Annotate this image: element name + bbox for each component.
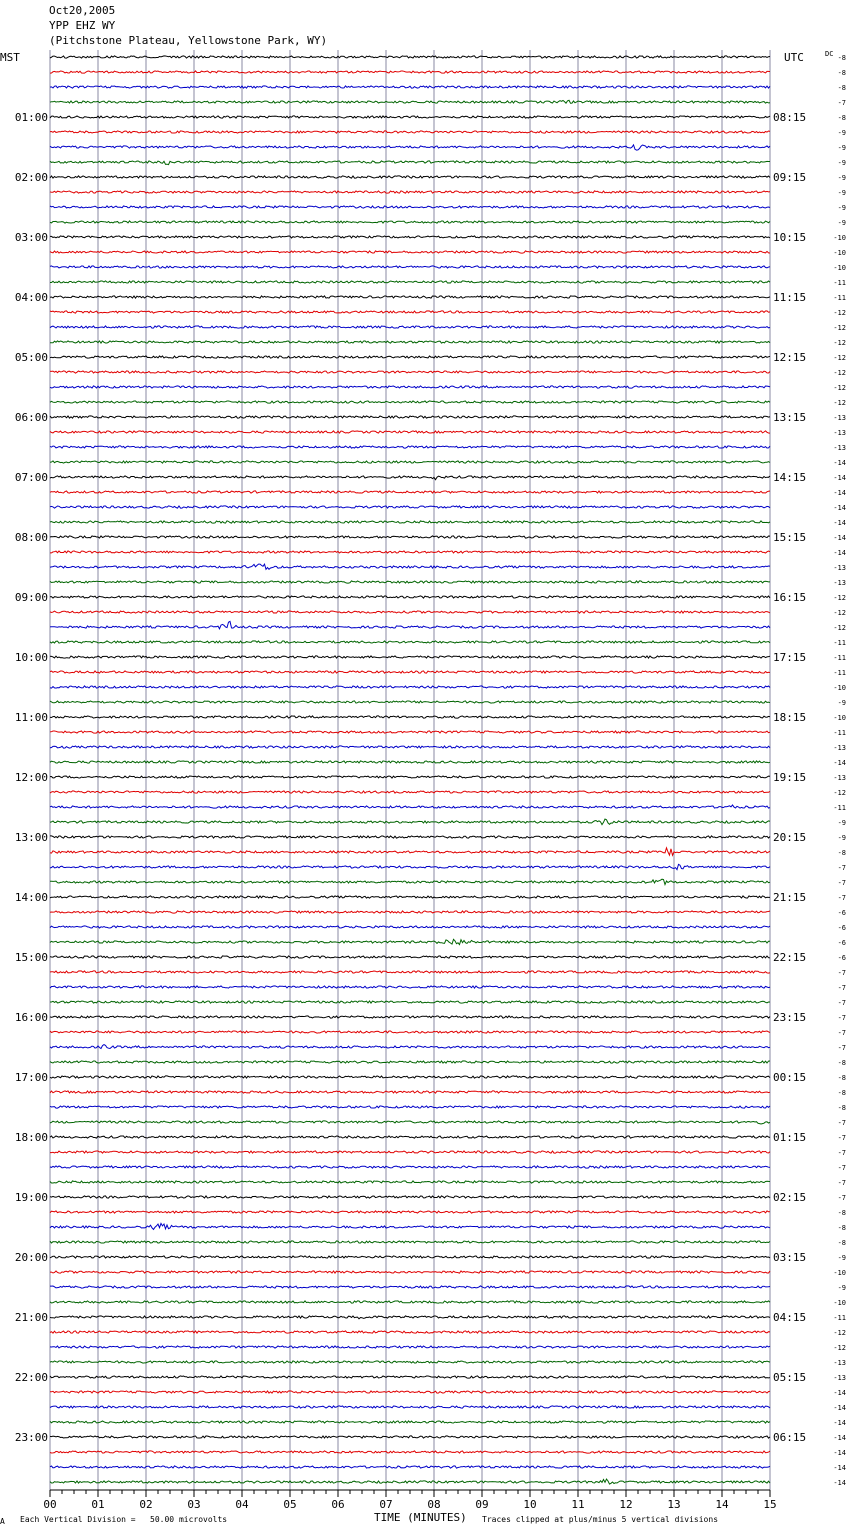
station-location: (Pitchstone Plateau, Yellowstone Park, WY) [49,34,328,47]
dc-offset-label: -6 [837,954,846,962]
dc-offset-label: -14 [833,1404,846,1412]
dc-offset-label: -14 [833,489,846,497]
right-timezone-label: UTC [784,51,804,64]
mst-hour-label: 18:00 [14,1131,48,1144]
dc-offset-label: -7 [837,984,846,992]
utc-hour-label: 13:15 [773,411,807,424]
x-tick-label: 10 [523,1498,537,1511]
x-axis-title: TIME (MINUTES) [374,1511,467,1524]
dc-offset-label: -12 [833,384,846,392]
seismic-trace [50,145,770,150]
seismic-trace [50,641,770,643]
mst-hour-label: 14:00 [14,891,48,904]
clip-note: Traces clipped at plus/minus 5 vertical divisions [482,1515,719,1524]
dc-offset-label: -10 [833,264,846,272]
dc-offset-label: -11 [833,669,846,677]
x-tick-label: 04 [235,1498,249,1511]
utc-hour-label: 00:15 [773,1071,807,1084]
dc-offset-label: -12 [833,624,846,632]
dc-offset-label: -10 [833,234,846,242]
seismic-trace [50,656,770,658]
dc-offset-label: -10 [833,1269,846,1277]
seismic-trace [50,986,770,988]
dc-offset-label: -14 [833,1449,846,1457]
seismic-trace [50,1241,770,1243]
seismic-trace [50,1376,770,1378]
utc-hour-label: 06:15 [773,1431,807,1444]
dc-offset-label: -8 [837,1209,846,1217]
x-tick-label: 14 [715,1498,729,1511]
dc-offset-label: -7 [837,1014,846,1022]
seismic-trace [50,191,770,193]
seismic-trace [50,836,770,838]
utc-hour-label: 21:15 [773,891,807,904]
utc-hour-label: 19:15 [773,771,807,784]
seismic-trace [50,100,770,103]
seismic-trace [50,206,770,208]
dc-offset-label: -12 [833,1344,846,1352]
utc-hour-label: 20:15 [773,831,807,844]
seismic-trace [50,446,770,448]
seismic-trace [50,551,770,553]
seismic-trace [50,131,770,133]
dc-offset-label: -13 [833,744,846,752]
dc-offset-label: -12 [833,354,846,362]
dc-offset-label: -7 [837,969,846,977]
seismic-trace [50,596,770,598]
seismic-trace [50,879,770,884]
seismic-trace [50,1223,770,1229]
dc-offset-label: -12 [833,789,846,797]
mst-hour-label: 09:00 [14,591,48,604]
dc-offset-label: -8 [837,1059,846,1067]
seismic-trace [50,266,770,268]
mst-hour-label: 06:00 [14,411,48,424]
mst-hour-label: 01:00 [14,111,48,124]
dc-offset-label: -14 [833,474,846,482]
chart-date: Oct20,2005 [49,4,116,17]
dc-offset-label: -6 [837,939,846,947]
dc-offset-label: -9 [837,219,846,227]
dc-offset-label: -6 [837,924,846,932]
x-tick-label: 13 [667,1498,681,1511]
seismic-trace [50,461,770,463]
seismic-trace [50,506,770,508]
utc-hour-label: 16:15 [773,591,807,604]
dc-offset-label: -14 [833,534,846,542]
seismic-trace [50,326,770,328]
dc-offset-label: -9 [837,129,846,137]
seismic-trace [50,896,770,898]
seismic-trace [50,731,770,733]
dc-offset-label: -13 [833,774,846,782]
dc-offset-label: -7 [837,1134,846,1142]
seismic-trace [50,356,770,358]
mst-hour-label: 07:00 [14,471,48,484]
dc-offset-label: -7 [837,99,846,107]
dc-offset-label: -10 [833,1299,846,1307]
seismic-trace [50,86,770,88]
seismic-trace [50,236,770,238]
dc-offset-label: -12 [833,609,846,617]
dc-offset-label: -8 [837,114,846,122]
seismic-trace [50,161,770,165]
seismic-trace [50,311,770,313]
dc-offset-label: -7 [837,864,846,872]
seismic-trace [50,1211,770,1213]
utc-hour-label: 01:15 [773,1131,807,1144]
seismic-trace [50,1301,770,1303]
dc-offset-label: -13 [833,1359,846,1367]
seismic-trace [50,1256,770,1258]
dc-offset-label: -12 [833,594,846,602]
dc-offset-label: -13 [833,414,846,422]
seismic-trace [50,761,770,763]
seismic-trace [50,611,770,613]
x-tick-label: 01 [91,1498,105,1511]
utc-hour-label: 14:15 [773,471,807,484]
dc-offset-label: -9 [837,174,846,182]
seismic-trace [50,296,770,298]
seismic-trace [50,686,770,688]
dc-offset-label: -12 [833,309,846,317]
seismic-trace [50,1001,770,1003]
left-timezone-label: MST [0,51,20,64]
seismic-trace [50,671,770,673]
dc-offset-label: -9 [837,1254,846,1262]
seismic-trace [50,791,770,793]
utc-hour-label: 08:15 [773,111,807,124]
seismic-trace [50,716,770,718]
utc-hour-label: 18:15 [773,711,807,724]
station-code: YPP EHZ WY [49,19,116,32]
dc-offset-label: -10 [833,684,846,692]
seismic-trace [50,1151,770,1153]
utc-hour-label: 17:15 [773,651,807,664]
mst-hour-label: 08:00 [14,531,48,544]
x-tick-label: 15 [763,1498,777,1511]
x-tick-label: 03 [187,1498,201,1511]
dc-offset-label: -14 [833,459,846,467]
dc-offset-label: -8 [837,54,846,62]
seismic-trace [50,1331,770,1333]
mst-hour-label: 03:00 [14,231,48,244]
seismic-trace [50,581,770,583]
utc-hour-label: 22:15 [773,951,807,964]
seismic-trace [50,341,770,343]
dc-offset-label: -14 [833,1434,846,1442]
dc-offset-label: -8 [837,1224,846,1232]
seismic-trace [50,911,770,913]
mst-hour-label: 20:00 [14,1251,48,1264]
x-tick-label: 12 [619,1498,633,1511]
dc-offset-label: -10 [833,249,846,257]
mst-hour-label: 17:00 [14,1071,48,1084]
seismic-trace [50,416,770,418]
seismic-trace [50,621,770,628]
dc-offset-label: -9 [837,144,846,152]
x-tick-label: 09 [475,1498,489,1511]
dc-offset-label: -14 [833,504,846,512]
dc-offset-label: -12 [833,339,846,347]
seismic-trace [50,1421,770,1423]
utc-hour-label: 15:15 [773,531,807,544]
x-tick-label: 07 [379,1498,393,1511]
seismic-trace [50,1045,770,1049]
seismic-trace [50,939,770,944]
x-tick-label: 08 [427,1498,441,1511]
seismic-trace [50,1271,770,1273]
x-tick-label: 00 [43,1498,57,1511]
seismic-trace [50,701,770,703]
mst-hour-label: 11:00 [14,711,48,724]
dc-header-label: DC [825,50,834,58]
dc-offset-label: -9 [837,834,846,842]
dc-offset-label: -7 [837,999,846,1007]
seismic-trace [50,281,770,283]
seismic-trace [50,564,770,569]
dc-offset-label: -13 [833,579,846,587]
dc-offset-label: -13 [833,429,846,437]
dc-offset-label: -14 [833,1479,846,1487]
dc-offset-label: -11 [833,804,846,812]
dc-offset-label: -8 [837,1104,846,1112]
dc-offset-label: -8 [837,849,846,857]
mst-hour-label: 05:00 [14,351,48,364]
seismic-trace [50,1286,770,1288]
seismic-trace [50,1391,770,1393]
mst-hour-label: 04:00 [14,291,48,304]
seismic-trace [50,864,770,869]
seismic-trace [50,1016,770,1018]
dc-offset-label: -11 [833,654,846,662]
dc-offset-label: -13 [833,564,846,572]
utc-hour-label: 23:15 [773,1011,807,1024]
seismic-trace [50,56,770,58]
seismic-trace [50,1466,770,1468]
utc-hour-label: 10:15 [773,231,807,244]
dc-offset-label: -7 [837,1119,846,1127]
seismic-trace [50,371,770,373]
x-tick-label: 02 [139,1498,153,1511]
dc-offset-label: -11 [833,1314,846,1322]
dc-offset-label: -11 [833,729,846,737]
mst-hour-label: 21:00 [14,1311,48,1324]
x-tick-label: 06 [331,1498,345,1511]
mst-hour-label: 23:00 [14,1431,48,1444]
dc-offset-label: -14 [833,549,846,557]
seismic-trace [50,819,770,825]
utc-hour-label: 03:15 [773,1251,807,1264]
seismic-trace [50,1061,770,1063]
seismic-trace [50,1121,770,1124]
x-tick-label: 11 [571,1498,585,1511]
seismic-trace [50,805,770,808]
dc-offset-label: -14 [833,1389,846,1397]
utc-hour-label: 11:15 [773,291,807,304]
dc-offset-label: -12 [833,1329,846,1337]
seismic-trace [50,1479,770,1484]
mst-hour-label: 15:00 [14,951,48,964]
utc-hour-label: 09:15 [773,171,807,184]
dc-offset-label: -12 [833,369,846,377]
dc-offset-label: -8 [837,84,846,92]
dc-offset-label: -9 [837,204,846,212]
seismic-trace [50,1451,770,1453]
mst-hour-label: 19:00 [14,1191,48,1204]
dc-offset-label: -14 [833,1464,846,1472]
seismic-trace [50,71,770,73]
mst-hour-label: 02:00 [14,171,48,184]
dc-offset-label: -9 [837,699,846,707]
seismic-trace [50,1346,770,1348]
dc-offset-label: -8 [837,69,846,77]
seismic-trace [50,1406,770,1408]
utc-hour-label: 04:15 [773,1311,807,1324]
dc-offset-label: -11 [833,639,846,647]
seismic-trace [50,926,770,928]
seismic-trace [50,1031,770,1033]
seismic-trace [50,386,770,388]
seismic-trace [50,1436,770,1438]
utc-hour-label: 05:15 [773,1371,807,1384]
dc-offset-label: -6 [837,909,846,917]
dc-offset-label: -11 [833,279,846,287]
x-tick-label: 05 [283,1498,297,1511]
dc-offset-label: -14 [833,519,846,527]
dc-offset-label: -9 [837,819,846,827]
dc-offset-label: -11 [833,294,846,302]
seismic-trace [50,431,770,433]
seismic-trace [50,1076,770,1078]
dc-offset-label: -8 [837,1239,846,1247]
mst-hour-label: 12:00 [14,771,48,784]
utc-hour-label: 12:15 [773,351,807,364]
dc-offset-label: -14 [833,1419,846,1427]
dc-offset-label: -7 [837,1194,846,1202]
seismic-trace [50,176,770,178]
dc-offset-label: -7 [837,1164,846,1172]
dc-offset-label: -7 [837,1179,846,1187]
scale-note: Each Vertical Division = 50.00 microvolts [20,1515,228,1524]
seismic-trace [50,1196,770,1198]
seismic-trace [50,251,770,253]
mst-hour-label: 13:00 [14,831,48,844]
seismic-trace [50,956,770,958]
dc-offset-label: -7 [837,1044,846,1052]
dc-offset-label: -10 [833,714,846,722]
dc-offset-label: -9 [837,189,846,197]
seismic-trace [50,1166,770,1168]
seismic-trace [50,521,770,523]
dc-offset-label: -12 [833,324,846,332]
dc-offset-label: -13 [833,444,846,452]
seismic-trace [50,1106,770,1108]
seismic-trace [50,746,770,748]
seismic-trace [50,776,770,778]
dc-offset-label: -13 [833,1374,846,1382]
seismic-trace [50,1181,770,1183]
dc-offset-label: -9 [837,159,846,167]
utc-hour-label: 02:15 [773,1191,807,1204]
seismic-trace [50,1316,770,1319]
seismic-trace [50,1361,770,1363]
dc-offset-label: -9 [837,1284,846,1292]
seismic-trace [50,1091,770,1093]
dc-offset-label: -14 [833,759,846,767]
seismic-trace [50,476,770,480]
seismic-trace [50,971,770,973]
seismic-trace [50,116,770,118]
seismic-trace [50,1136,770,1138]
dc-offset-label: -7 [837,1029,846,1037]
seismic-trace [50,848,770,856]
corner-mark: A [0,1517,5,1526]
mst-hour-label: 22:00 [14,1371,48,1384]
seismic-trace [50,401,770,403]
mst-hour-label: 16:00 [14,1011,48,1024]
mst-hour-label: 10:00 [14,651,48,664]
seismic-trace [50,491,770,493]
seismic-trace [50,221,770,223]
dc-offset-label: -7 [837,879,846,887]
seismic-trace [50,536,770,538]
dc-offset-label: -12 [833,399,846,407]
dc-offset-label: -8 [837,1089,846,1097]
dc-offset-label: -7 [837,1149,846,1157]
dc-offset-label: -7 [837,894,846,902]
dc-offset-label: -8 [837,1074,846,1082]
